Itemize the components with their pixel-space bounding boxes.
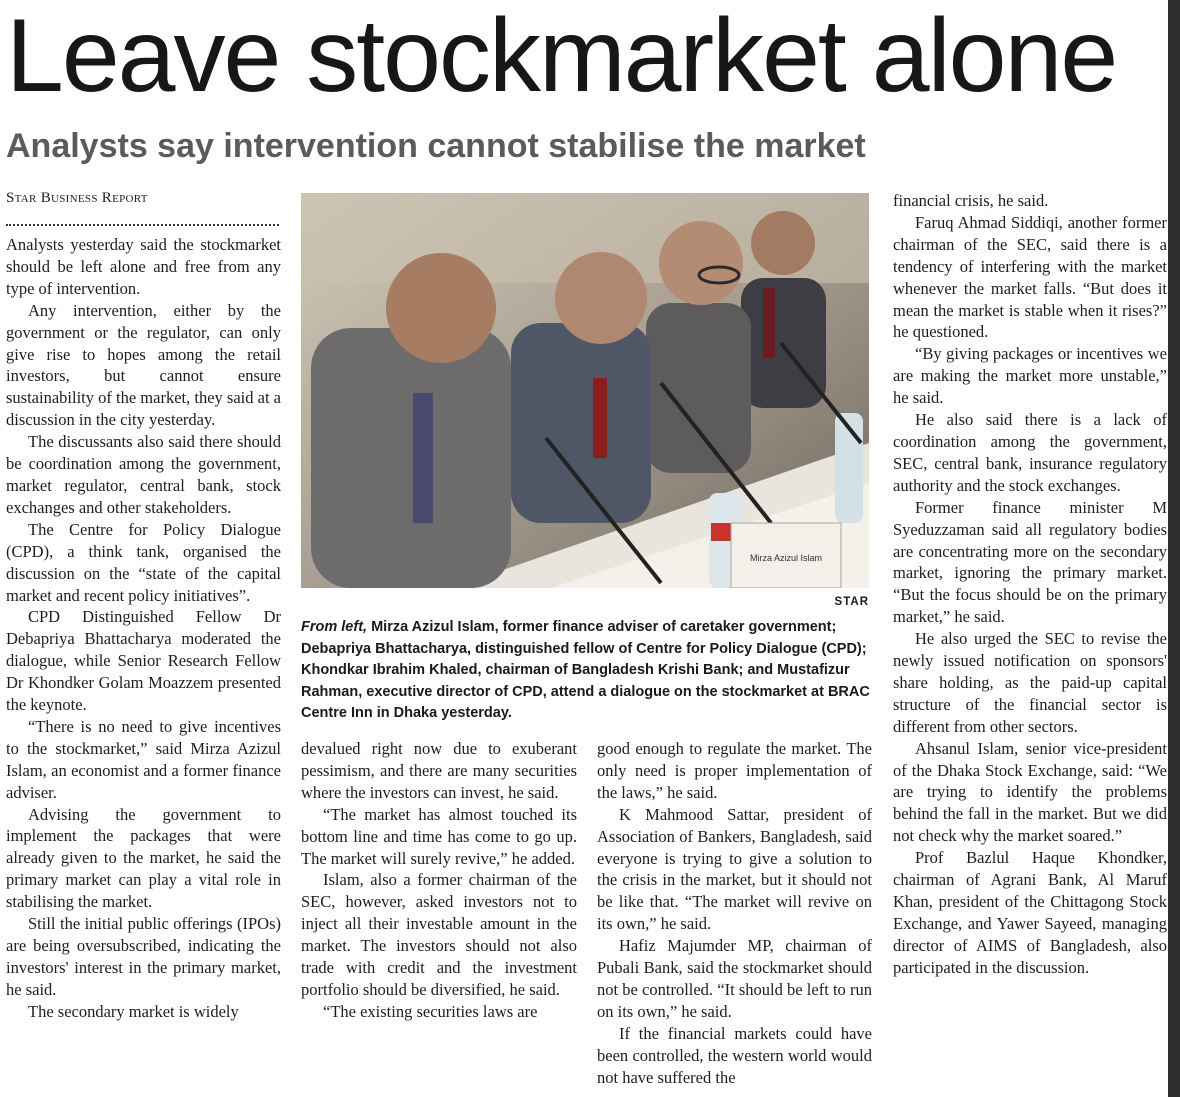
paragraph: Ahsanul Islam, senior vice-president of the Dhaka Stock Exchange, said: “We are trying to identify the problems behind the fall in the market. But we did not check why the market soared.” <box>893 738 1167 846</box>
paragraph: If the financial markets could have been controlled, the western world would not have suffered the <box>597 1023 872 1087</box>
paragraph: He also urged the SEC to revise the newly issued notification on sponsors' share holding, as the paid-up capital structure of the financial sector is different from other sectors. <box>893 629 1167 736</box>
paragraph: Analysts yesterday said the stockmarket should be left alone and free from any type of intervention. <box>6 235 281 298</box>
caption-text: Mirza Azizul Islam, former finance adviser of caretaker government; Debapriya Bhattacharya, distinguished fellow of Centre for Policy Dialogue (CPD); Khondkar Ibrahim Khaled, chairman of Bangladesh Krishi Bank; and Mustafizur Rahman, executive director of CPD, attend a dialogue on the stockmarket at BRAC Centre Inn in Dhaka yesterday. <box>301 619 870 721</box>
paragraph: CPD Distinguished Fellow Dr Debapriya Bhattacharya moderated the dialogue, while Senior Research Fellow Dr Khondker Golam Moazzem presented the keynote. <box>6 607 281 715</box>
paragraph: Faruq Ahmad Siddiqi, another former chairman of the SEC, said there is a tendency of interfering with the market whenever the market falls. “But does it mean the market is stable when it rises?” he questioned. <box>893 212 1167 342</box>
subheadline: Analysts say intervention cannot stabilise the market <box>6 127 866 165</box>
paragraph: devalued right now due to exuberant pessimism, and there are many securities where the investors can invest, he said. <box>301 739 577 802</box>
paragraph: Islam, also a former chairman of the SEC, however, asked investors not to inject all their investable amount in the market. The investors should not also trade with credit and the investment portfolio should be diversified, he said. <box>301 870 577 999</box>
news-photo <box>301 193 869 588</box>
paragraph: The discussants also said there should be coordination among the government, market regulator, central bank, stock exchanges and other stakeholders. <box>6 432 281 517</box>
paragraph: “By giving packages or incentives we are making the market more unstable,” he said. <box>893 344 1167 408</box>
paragraph: Still the initial public offerings (IPOs) are being oversubscribed, indicating the investors' interest in the primary market, he said. <box>6 914 281 999</box>
paragraph: Hafiz Majumder MP, chairman of Pubali Bank, said the stockmarket should not be controlled. “It should be left to run on its own,” he said. <box>597 936 872 1021</box>
paragraph: K Mahmood Sattar, president of Association of Bankers, Bangladesh, said everyone is trying to give a solution to the crisis in the market, but it should not be like that. “The market will revive on its own,” he said. <box>597 804 872 934</box>
paragraph: “The market has almost touched its bottom line and time has come to go up. The market will surely revive,” he added. <box>301 804 577 868</box>
byline-divider <box>6 224 279 226</box>
paragraph: “The existing securities laws are <box>323 1001 538 1021</box>
caption-lead: From left, <box>301 619 368 635</box>
paragraph: Prof Bazlul Haque Khondker, chairman of Agrani Bank, Al Maruf Khan, president of the Chittagong Stock Exchange, and Yawer Sayeed, managing director of AIMS of Bangladesh, also participated in the discussion. <box>893 848 1167 977</box>
paragraph: The secondary market is widely <box>28 1001 239 1021</box>
paragraph: He also said there is a lack of coordination among the government, SEC, central bank, insurance regulatory authority and the stock exchanges. <box>893 410 1167 495</box>
paragraph: Advising the government to implement the packages that were already given to the market, he said the primary market can play a vital role in stabilising the market. <box>6 804 281 912</box>
byline: Star Business Report <box>6 190 148 206</box>
article-column-4 <box>893 190 1167 979</box>
name-placard: Mirza Azizul Islam <box>749 553 823 563</box>
photo-credit: STAR <box>834 596 869 608</box>
article-column-1 <box>6 234 281 1023</box>
headline: Leave stockmarket alone <box>6 0 1117 114</box>
photo-caption <box>301 617 871 725</box>
paragraph: Former finance minister M Syeduzzaman said all regulatory bodies are concentrating more on the secondary market, ignoring the primary market. “But the focus should be on the primary market,” he said. <box>893 497 1167 627</box>
paragraph: financial crisis, he said. <box>893 191 1049 210</box>
page-edge-bar <box>1168 0 1180 1097</box>
paragraph: good enough to regulate the market. The only need is proper implementation of the laws,” he said. <box>597 739 872 802</box>
article-column-2 <box>301 738 577 1023</box>
paragraph: “There is no need to give incentives to the stockmarket,” said Mirza Azizul Islam, an economist and a former finance adviser. <box>6 716 281 802</box>
paragraph: Any intervention, either by the government or the regulator, can only give rise to hopes among the retail investors, but cannot ensure sustainability of the market, they said at a discussion in the city yesterday. <box>6 300 281 430</box>
article-column-3 <box>597 738 872 1089</box>
paragraph: The Centre for Policy Dialogue (CPD), a think tank, organised the discussion on the “state of the capital market and recent policy initiatives”. <box>6 519 281 605</box>
